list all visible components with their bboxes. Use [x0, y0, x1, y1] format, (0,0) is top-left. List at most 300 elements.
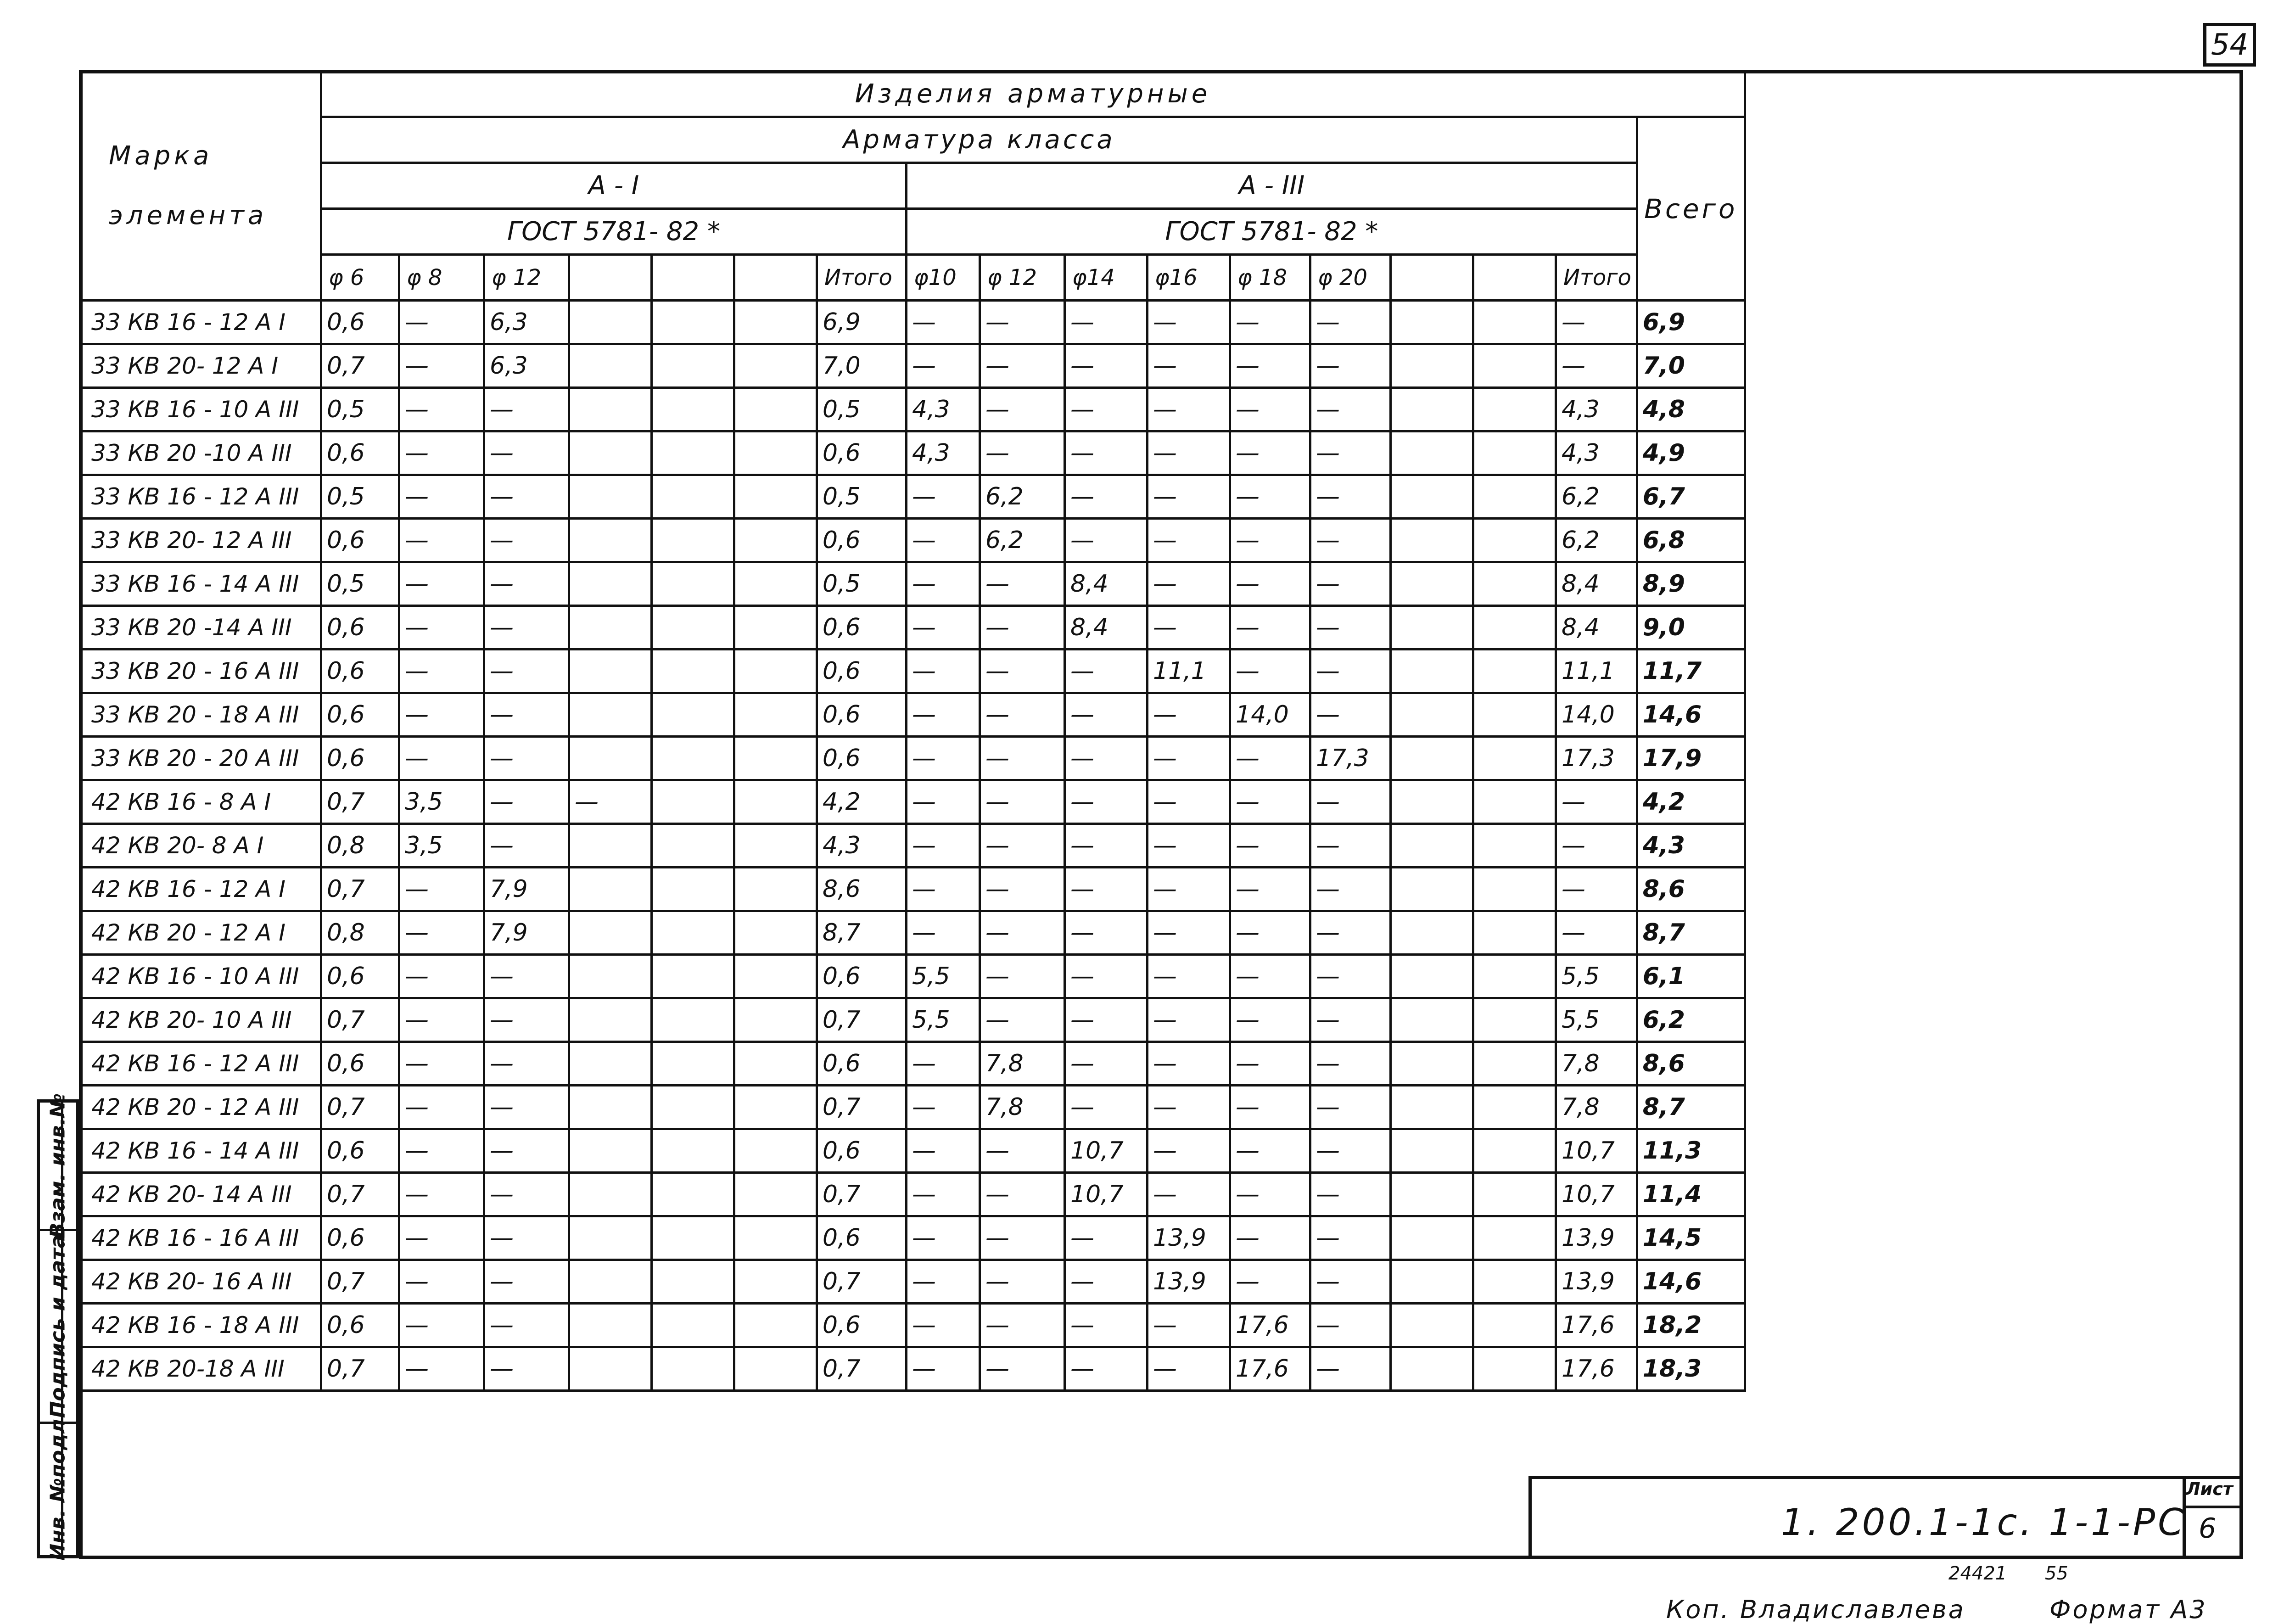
a1-mass-cell [569, 650, 652, 693]
a3-subtotal-cell: 6,2 [1556, 519, 1637, 562]
element-mark: 42 КВ 20 - 12 А I [80, 911, 321, 955]
a1-subtotal-cell: 0,7 [817, 1347, 907, 1391]
a1-mass-cell [734, 737, 817, 780]
a1-mass-cell [652, 1042, 734, 1086]
a1-subtotal-cell: 4,3 [817, 824, 907, 868]
a3-mass-cell: — [1065, 911, 1148, 955]
a3-mass-cell: — [980, 693, 1065, 737]
a3-mass-cell [1391, 344, 1473, 388]
a3-mass-cell: — [1230, 519, 1310, 562]
a3-mass-cell: 4,3 [907, 431, 980, 475]
total-cell: 4,9 [1637, 431, 1745, 475]
a3-mass-cell [1391, 1304, 1473, 1347]
a1-subtotal-cell: 0,6 [817, 1304, 907, 1347]
a3-mass-cell: — [1065, 1042, 1148, 1086]
element-mark: 42 КВ 16 - 10 А III [80, 955, 321, 998]
a1-mass-cell: 0,6 [321, 1129, 399, 1173]
a1-mass-cell: — [484, 1347, 569, 1391]
element-mark: 42 КВ 16 - 12 А III [80, 1042, 321, 1086]
a1-mass-cell [652, 1347, 734, 1391]
a3-subtotal-cell: 10,7 [1556, 1129, 1637, 1173]
a1-mass-cell: 3,5 [399, 824, 484, 868]
a1-mass-cell [734, 650, 817, 693]
diameter-header: φ 12 [980, 255, 1065, 301]
total-cell: 4,2 [1637, 780, 1745, 824]
a3-mass-cell: — [1148, 737, 1230, 780]
a3-mass-cell [1473, 1042, 1556, 1086]
a1-mass-cell: — [399, 1347, 484, 1391]
a3-mass-cell [1473, 737, 1556, 780]
document-code: 1. 200.1-1с. 1-1-РС [1781, 1501, 2187, 1544]
a1-subtotal-cell: 8,6 [817, 868, 907, 911]
a1-mass-cell: 0,6 [321, 431, 399, 475]
a1-mass-cell [734, 1042, 817, 1086]
a3-subtotal-cell: — [1556, 780, 1637, 824]
a1-mass-cell: 0,6 [321, 1304, 399, 1347]
a1-mass-cell [569, 1173, 652, 1216]
a1-mass-cell: 0,6 [321, 1216, 399, 1260]
a3-mass-cell: 5,5 [907, 955, 980, 998]
a3-mass-cell: — [1230, 301, 1310, 344]
a3-mass-cell [1391, 1086, 1473, 1129]
a3-mass-cell: — [907, 1086, 980, 1129]
a1-mass-cell [734, 1173, 817, 1216]
a1-subtotal-cell: 0,5 [817, 475, 907, 519]
a3-mass-cell: — [980, 780, 1065, 824]
sheet-label: Лист [2186, 1479, 2233, 1499]
a3-mass-cell: — [1230, 562, 1310, 606]
page-number: 55 [2044, 1563, 2068, 1584]
a3-mass-cell [1391, 650, 1473, 693]
a3-mass-cell: — [1148, 824, 1230, 868]
a3-mass-cell: — [1065, 780, 1148, 824]
a1-mass-cell: 0,6 [321, 1042, 399, 1086]
a3-mass-cell: — [1148, 519, 1230, 562]
element-mark: 42 КВ 16 - 12 А I [80, 868, 321, 911]
a3-mass-cell: — [1310, 650, 1391, 693]
a3-mass-cell: — [980, 344, 1065, 388]
a3-mass-cell: 6,2 [980, 475, 1065, 519]
a3-mass-cell [1473, 388, 1556, 431]
a3-subtotal-cell: — [1556, 344, 1637, 388]
a1-mass-cell [569, 1086, 652, 1129]
a1-mass-cell: 0,5 [321, 562, 399, 606]
a3-mass-cell: — [1230, 388, 1310, 431]
diameter-header: φ 12 [484, 255, 569, 301]
total-cell: 11,3 [1637, 1129, 1745, 1173]
a1-mass-cell [734, 344, 817, 388]
a1-mass-cell: — [399, 868, 484, 911]
a3-mass-cell: — [1310, 1042, 1391, 1086]
a3-mass-cell: 17,3 [1310, 737, 1391, 780]
a3-mass-cell: — [1310, 388, 1391, 431]
a3-mass-cell: — [1065, 519, 1148, 562]
a3-mass-cell [1473, 780, 1556, 824]
table-row [80, 955, 1745, 998]
diameter-header: φ 18 [1230, 255, 1310, 301]
a3-mass-cell: — [1310, 780, 1391, 824]
element-mark: 42 КВ 20 - 12 А III [80, 1086, 321, 1129]
a3-mass-cell [1473, 911, 1556, 955]
a3-mass-cell [1473, 1129, 1556, 1173]
a1-mass-cell: — [484, 562, 569, 606]
a3-mass-cell: 13,9 [1148, 1216, 1230, 1260]
a3-mass-cell [1473, 1173, 1556, 1216]
a1-mass-cell [652, 693, 734, 737]
a3-mass-cell [1391, 911, 1473, 955]
total-cell: 6,9 [1637, 301, 1745, 344]
a1-mass-cell [652, 780, 734, 824]
a3-subtotal-cell: 5,5 [1556, 955, 1637, 998]
a1-subtotal-cell: 0,7 [817, 1086, 907, 1129]
diameter-header: φ10 [907, 255, 980, 301]
a3-mass-cell: — [1065, 650, 1148, 693]
a3-mass-cell: — [980, 1216, 1065, 1260]
diameter-header [1473, 255, 1556, 301]
a3-mass-cell: — [1148, 1347, 1230, 1391]
a1-mass-cell: — [484, 998, 569, 1042]
a3-mass-cell: — [1310, 868, 1391, 911]
a1-subtotal-cell: 7,0 [817, 344, 907, 388]
total-cell: 14,6 [1637, 1260, 1745, 1304]
a3-mass-cell: — [907, 1173, 980, 1216]
a1-mass-cell [569, 1260, 652, 1304]
a3-mass-cell: — [1230, 737, 1310, 780]
a1-mass-cell: 0,6 [321, 650, 399, 693]
table-row [80, 868, 1745, 911]
a1-mass-cell: — [399, 1216, 484, 1260]
a1-mass-cell: — [399, 911, 484, 955]
a1-mass-cell [652, 388, 734, 431]
a3-mass-cell: — [907, 693, 980, 737]
rebar-class-header: Арматура класса [321, 117, 1637, 163]
a1-mass-cell: — [484, 475, 569, 519]
diameter-header [652, 255, 734, 301]
a1-mass-cell [652, 1129, 734, 1173]
a3-mass-cell: — [1310, 475, 1391, 519]
a3-mass-cell: — [980, 1347, 1065, 1391]
a3-mass-cell: — [980, 737, 1065, 780]
table-row [80, 606, 1745, 650]
a3-mass-cell: — [1065, 1260, 1148, 1304]
replace-inv-cell: Взам. инв.№ [40, 1103, 76, 1231]
a3-mass-cell: — [1310, 606, 1391, 650]
bottom-numbers [1948, 1563, 2100, 1584]
a3-mass-cell [1391, 562, 1473, 606]
a3-mass-cell [1391, 1347, 1473, 1391]
a3-mass-cell: — [1148, 562, 1230, 606]
a1-mass-cell [734, 388, 817, 431]
a3-subtotal-cell: 8,4 [1556, 562, 1637, 606]
a3-mass-cell: 8,4 [1065, 606, 1148, 650]
diameter-header: φ 8 [399, 255, 484, 301]
diameter-header [1391, 255, 1473, 301]
a3-mass-cell: — [1230, 344, 1310, 388]
a3-subtotal-cell: 14,0 [1556, 693, 1637, 737]
a3-subtotal-cell: 13,9 [1556, 1260, 1637, 1304]
a3-mass-cell: — [907, 1260, 980, 1304]
paper-format: Формат А3 [2049, 1595, 2207, 1624]
element-mark: 42 КВ 20- 8 А I [80, 824, 321, 868]
a3-mass-cell [1391, 1173, 1473, 1216]
a1-mass-cell [734, 519, 817, 562]
element-mark: 42 КВ 16 - 18 А III [80, 1304, 321, 1347]
element-mark: 42 КВ 20-18 А III [80, 1347, 321, 1391]
a3-mass-cell: — [907, 1216, 980, 1260]
a3-subtotal-cell: 5,5 [1556, 998, 1637, 1042]
a3-mass-cell: — [1230, 1042, 1310, 1086]
total-cell: 8,9 [1637, 562, 1745, 606]
a3-mass-cell [1391, 475, 1473, 519]
a3-mass-cell: 17,6 [1230, 1347, 1310, 1391]
a3-subtotal-cell: — [1556, 301, 1637, 344]
a3-mass-cell: — [1230, 824, 1310, 868]
a1-mass-cell [569, 824, 652, 868]
a3-mass-cell: — [980, 911, 1065, 955]
a3-subtotal-cell: 17,6 [1556, 1304, 1637, 1347]
a3-subtotal-cell: 13,9 [1556, 1216, 1637, 1260]
gost-a3-header: ГОСТ 5781- 82 * [907, 209, 1637, 255]
a3-mass-cell [1391, 693, 1473, 737]
a1-mass-cell: — [484, 824, 569, 868]
a3-mass-cell: — [1065, 737, 1148, 780]
total-cell: 9,0 [1637, 606, 1745, 650]
element-mark: 33 КВ 16 - 10 А III [80, 388, 321, 431]
total-cell: 6,2 [1637, 998, 1745, 1042]
diameter-header: φ 6 [321, 255, 399, 301]
a1-mass-cell: — [484, 431, 569, 475]
table-row [80, 562, 1745, 606]
a1-subtotal-cell: 0,6 [817, 955, 907, 998]
a3-mass-cell: 14,0 [1230, 693, 1310, 737]
table-row [80, 388, 1745, 431]
a1-mass-cell [652, 737, 734, 780]
table-row [80, 650, 1745, 693]
a3-subtotal-cell: 4,3 [1556, 431, 1637, 475]
a1-mass-cell [569, 344, 652, 388]
a1-mass-cell [652, 911, 734, 955]
a3-mass-cell: — [980, 1304, 1065, 1347]
a1-subtotal-cell: 0,5 [817, 388, 907, 431]
a1-mass-cell [569, 1347, 652, 1391]
element-mark: 33 КВ 20 -10 А III [80, 431, 321, 475]
a1-mass-cell [734, 911, 817, 955]
a1-mass-cell: 0,7 [321, 1260, 399, 1304]
a3-mass-cell [1391, 301, 1473, 344]
a1-subtotal-cell: 0,6 [817, 431, 907, 475]
a1-mass-cell: 0,7 [321, 1173, 399, 1216]
a3-mass-cell: — [1148, 911, 1230, 955]
element-mark: 42 КВ 20- 16 А III [80, 1260, 321, 1304]
total-cell: 14,5 [1637, 1216, 1745, 1260]
a1-mass-cell [734, 1216, 817, 1260]
a3-mass-cell: — [907, 780, 980, 824]
a3-subtotal-cell: — [1556, 824, 1637, 868]
a1-mass-cell [734, 868, 817, 911]
a3-subtotal-cell: — [1556, 911, 1637, 955]
element-mark: 42 КВ 20- 10 А III [80, 998, 321, 1042]
total-cell: 8,6 [1637, 868, 1745, 911]
a3-mass-cell [1391, 998, 1473, 1042]
a1-mass-cell [652, 955, 734, 998]
table-row [80, 780, 1745, 824]
a3-mass-cell: — [1230, 868, 1310, 911]
a3-mass-cell: — [1148, 431, 1230, 475]
a1-subtotal-cell: 0,7 [817, 1260, 907, 1304]
a1-mass-cell: — [484, 650, 569, 693]
a1-mass-cell: — [484, 1173, 569, 1216]
a3-mass-cell [1473, 519, 1556, 562]
a1-mass-cell: 0,6 [321, 955, 399, 998]
mark-header: Марка элемента [80, 71, 321, 301]
element-mark: 33 КВ 20 - 18 А III [80, 693, 321, 737]
a3-subtotal-cell: — [1556, 868, 1637, 911]
total-cell: 17,9 [1637, 737, 1745, 780]
a3-mass-cell: — [1310, 431, 1391, 475]
a3-mass-cell: — [1310, 1129, 1391, 1173]
a3-mass-cell: — [980, 431, 1065, 475]
element-mark: 33 КВ 16 - 14 А III [80, 562, 321, 606]
a1-mass-cell [652, 475, 734, 519]
a3-mass-cell: — [1230, 1086, 1310, 1129]
a1-mass-cell: 0,6 [321, 693, 399, 737]
copied-by: Коп. Владиславлева [1666, 1595, 1965, 1624]
a3-mass-cell: — [1148, 780, 1230, 824]
a3-mass-cell: — [907, 1129, 980, 1173]
a3-mass-cell [1391, 780, 1473, 824]
a3-mass-cell [1473, 475, 1556, 519]
a1-mass-cell: 6,3 [484, 344, 569, 388]
total-cell: 8,7 [1637, 911, 1745, 955]
a1-subtotal-cell: 0,6 [817, 519, 907, 562]
total-cell: 8,6 [1637, 1042, 1745, 1086]
total-cell: 4,3 [1637, 824, 1745, 868]
a3-subtotal-cell: 11,1 [1556, 650, 1637, 693]
a3-mass-cell: — [1310, 519, 1391, 562]
a1-mass-cell [569, 737, 652, 780]
a3-mass-cell: — [1310, 911, 1391, 955]
archive-number: 24421 [1948, 1563, 2007, 1584]
a3-mass-cell [1391, 1042, 1473, 1086]
table-row [80, 1086, 1745, 1129]
a3-mass-cell [1391, 606, 1473, 650]
a3-mass-cell: — [980, 824, 1065, 868]
a3-mass-cell: — [1148, 868, 1230, 911]
a3-subtotal-cell: 4,3 [1556, 388, 1637, 431]
diameter-header: φ14 [1065, 255, 1148, 301]
a1-mass-cell [734, 693, 817, 737]
total-cell: 6,7 [1637, 475, 1745, 519]
sheet-number: 54 [2203, 23, 2256, 67]
a3-mass-cell: — [980, 868, 1065, 911]
a1-mass-cell [652, 1304, 734, 1347]
a3-mass-cell: 7,8 [980, 1042, 1065, 1086]
a1-mass-cell: — [484, 1260, 569, 1304]
a1-mass-cell: — [399, 344, 484, 388]
a1-mass-cell: 0,5 [321, 388, 399, 431]
a3-mass-cell: — [980, 1260, 1065, 1304]
a3-mass-cell: — [1230, 650, 1310, 693]
a1-mass-cell [734, 1086, 817, 1129]
a1-mass-cell: — [399, 519, 484, 562]
a3-mass-cell: — [1230, 475, 1310, 519]
a1-mass-cell: — [399, 1260, 484, 1304]
a1-mass-cell: 0,7 [321, 344, 399, 388]
a3-mass-cell: — [907, 868, 980, 911]
a1-mass-cell [734, 824, 817, 868]
a1-mass-cell: 0,7 [321, 868, 399, 911]
a1-mass-cell: — [399, 301, 484, 344]
a1-subtotal-cell: 0,6 [817, 606, 907, 650]
subtotal-a1-header: Итого [817, 255, 907, 301]
a1-mass-cell [652, 1260, 734, 1304]
inv-orig-cell: Инв. №подл [46, 1418, 70, 1561]
a1-mass-cell [734, 1129, 817, 1173]
a3-mass-cell: — [1065, 998, 1148, 1042]
a3-mass-cell: 13,9 [1148, 1260, 1230, 1304]
class-a1-header: А - I [321, 163, 907, 209]
a1-subtotal-cell: 0,6 [817, 737, 907, 780]
a3-mass-cell: 5,5 [907, 998, 980, 1042]
a1-subtotal-cell: 0,7 [817, 1173, 907, 1216]
a1-mass-cell: — [399, 1173, 484, 1216]
diameter-header [569, 255, 652, 301]
a1-mass-cell: — [399, 562, 484, 606]
diameter-header: φ 20 [1310, 255, 1391, 301]
a1-mass-cell: — [484, 780, 569, 824]
a3-mass-cell: 11,1 [1148, 650, 1230, 693]
a1-mass-cell [652, 431, 734, 475]
table-row [80, 475, 1745, 519]
a3-mass-cell: — [1148, 475, 1230, 519]
a1-subtotal-cell: 6,9 [817, 301, 907, 344]
a1-mass-cell [734, 1304, 817, 1347]
a1-mass-cell [652, 824, 734, 868]
a3-mass-cell: — [980, 562, 1065, 606]
a3-mass-cell [1473, 955, 1556, 998]
diameter-header [734, 255, 817, 301]
a3-mass-cell [1391, 1129, 1473, 1173]
a3-mass-cell: — [907, 562, 980, 606]
total-cell: 18,3 [1637, 1347, 1745, 1391]
a1-mass-cell: — [399, 388, 484, 431]
total-cell: 18,2 [1637, 1304, 1745, 1347]
a1-mass-cell [569, 693, 652, 737]
a1-mass-cell: 6,3 [484, 301, 569, 344]
a1-mass-cell [652, 868, 734, 911]
a1-mass-cell: 0,7 [321, 998, 399, 1042]
table-row [80, 693, 1745, 737]
a1-mass-cell: — [484, 1216, 569, 1260]
a3-mass-cell [1391, 868, 1473, 911]
element-mark: 33 КВ 20- 12 А III [80, 519, 321, 562]
a1-mass-cell [569, 1042, 652, 1086]
a1-mass-cell: 0,6 [321, 737, 399, 780]
a3-mass-cell: — [1310, 1086, 1391, 1129]
a1-mass-cell: 3,5 [399, 780, 484, 824]
a3-mass-cell: — [1310, 562, 1391, 606]
a3-mass-cell: — [1148, 998, 1230, 1042]
a1-mass-cell: 7,9 [484, 868, 569, 911]
table-row [80, 1260, 1745, 1304]
table-row [80, 519, 1745, 562]
a1-mass-cell [652, 519, 734, 562]
a3-mass-cell: — [907, 606, 980, 650]
element-mark: 33 КВ 16 - 12 А III [80, 475, 321, 519]
a1-mass-cell: 0,6 [321, 519, 399, 562]
total-cell: 4,8 [1637, 388, 1745, 431]
a3-mass-cell: — [1065, 1304, 1148, 1347]
